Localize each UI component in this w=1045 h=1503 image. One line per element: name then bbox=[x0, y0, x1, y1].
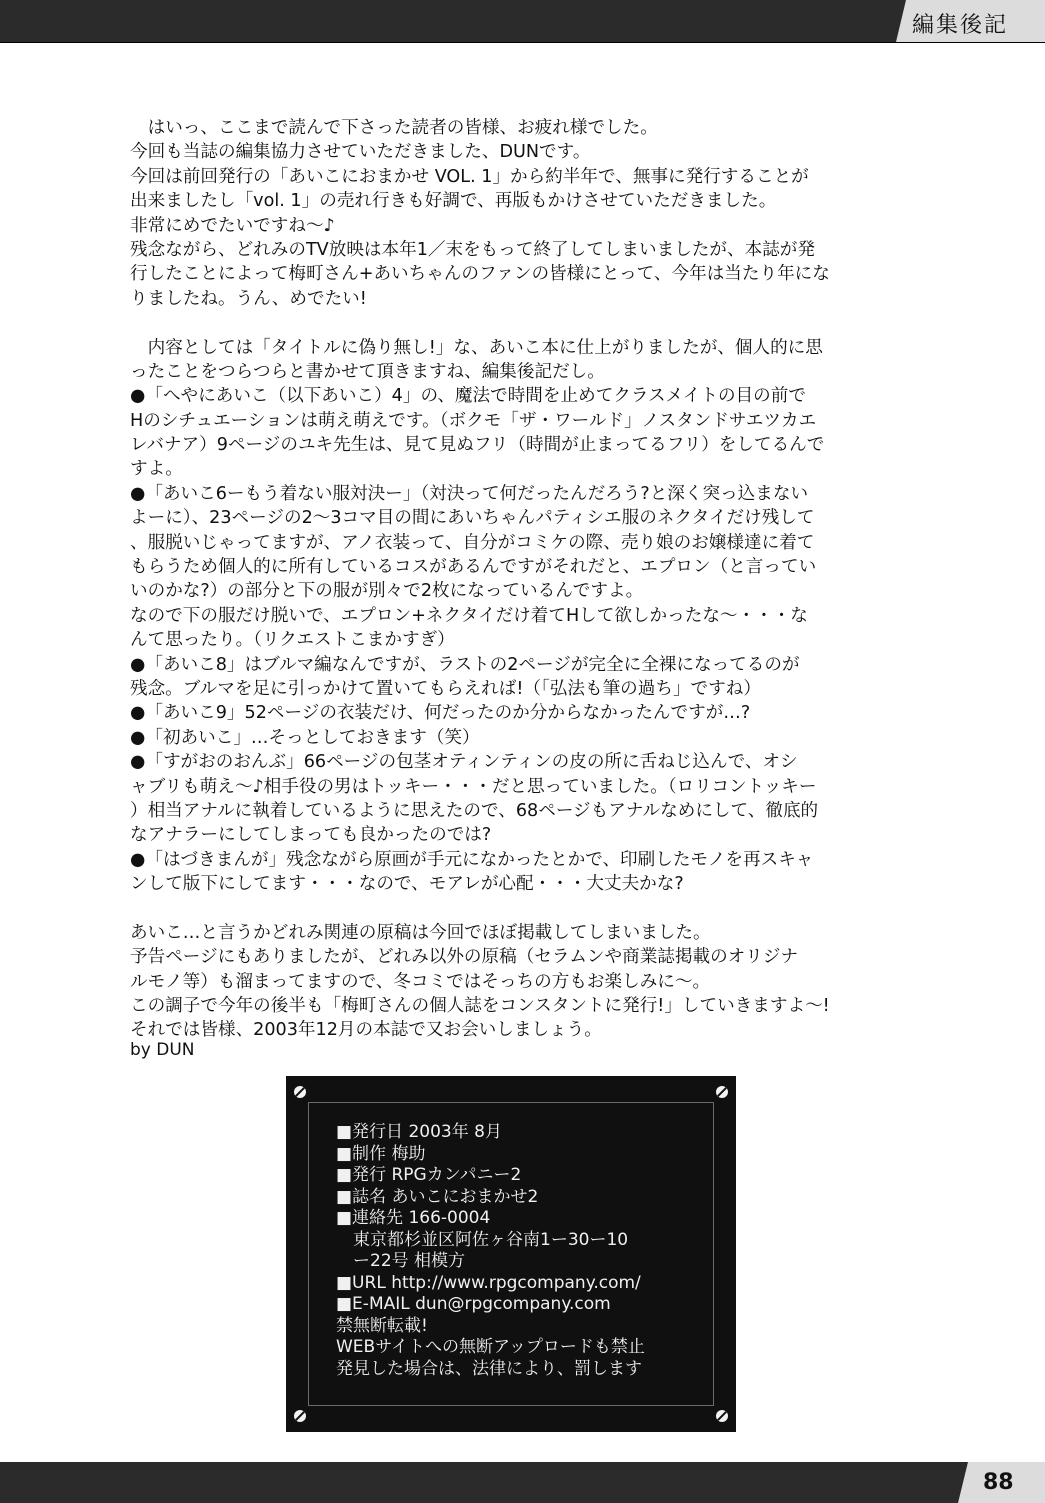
colophon-line: ■発行 RPGカンパニー2 bbox=[336, 1165, 522, 1185]
paragraph-gap bbox=[130, 311, 930, 335]
text-line: ●「あいこ8」はブルマ編なんですが、ラストの2ページが完全に全裸になってるのが bbox=[130, 654, 800, 675]
text-line: ●「へやにあいこ（以下あいこ）4」の、魔法で時間を止めてクラスメイトの目の前で bbox=[130, 386, 806, 407]
author-credit: by DUN bbox=[130, 1040, 195, 1060]
colophon-line: ■連絡先 166-0004 bbox=[336, 1208, 491, 1228]
page-title: 編集後記 bbox=[912, 13, 1009, 38]
text-line: いのかな?）の部分と下の服が別々で2枚になっているんですよ。 bbox=[130, 581, 644, 602]
screw-icon bbox=[294, 1086, 306, 1098]
text-line: もらうため個人的に所有しているコスがあるんですがそれだと、エプロン（と言ってい bbox=[130, 557, 817, 578]
text-line: 残念。ブルマを足に引っかけて置いてもらえれば!（「弘法も筆の過ち」ですね） bbox=[130, 678, 761, 699]
colophon-line: ■発行日 2003年 8月 bbox=[336, 1122, 502, 1142]
screw-icon bbox=[716, 1410, 728, 1422]
header-bar bbox=[0, 0, 1045, 43]
colophon-line: 禁無断転載! bbox=[336, 1315, 428, 1336]
screw-icon bbox=[716, 1086, 728, 1098]
text-line: それでは皆様、2003年12月の本誌で又お会いしましょう。 bbox=[130, 1020, 602, 1041]
text-line: 今回も当誌の編集協力させていただきました、DUNです。 bbox=[130, 142, 591, 163]
text-line: ルモノ等）も溜まってますので、冬コミではそっちの方もお楽しみに～。 bbox=[130, 971, 711, 992]
text-line: 内容としては「タイトルに偽り無し!」な、あいこ本に仕上がりましたが、個人的に思 bbox=[130, 337, 823, 358]
screw-icon bbox=[294, 1410, 306, 1422]
text-line: 残念ながら、どれみのTV放映は本年1／末をもって終了してしまいましたが、本誌が発 bbox=[130, 239, 815, 260]
text-line: 非常にめでたいですね～♪ bbox=[130, 215, 335, 236]
text-line: 行したことによって梅町さん+あいちゃんのファンの皆様にとって、今年は当たり年にな bbox=[130, 264, 830, 285]
colophon-line: 発見した場合は、法律により、罰します bbox=[336, 1358, 642, 1379]
text-line: ったことをつらつらと書かせて頂きますね、編集後記だし。 bbox=[130, 361, 605, 382]
text-line: ●「あいこ6ーもう着ない服対決ー」（対決って何だったんだろう?と深く突っ込まない bbox=[130, 483, 809, 504]
text-line: んて思ったり。（リクエストこまかすぎ） bbox=[130, 630, 455, 651]
text-line: なアナラーにしてしまっても良かったのでは? bbox=[130, 825, 492, 846]
text-line: よーに）、23ページの2～3コマ目の間にあいちゃんパティシエ服のネクタイだけ残して bbox=[130, 508, 815, 529]
text-line: りましたね。うん、めでたい! bbox=[130, 288, 367, 309]
text-line: なので下の服だけ脱いで、エプロン+ネクタイだけ着てHして欲しかったな～・・・な bbox=[130, 605, 808, 626]
colophon-line: WEBサイトへの無断アップロードも禁止 bbox=[336, 1337, 645, 1357]
text-line: ●「初あいこ」…そっとしておきます（笑） bbox=[130, 727, 480, 748]
colophon-line: ■URL http://www.rpgcompany.com/ bbox=[336, 1272, 641, 1293]
text-line: すよ。 bbox=[130, 459, 183, 480]
text-line: 出来ましたし「vol. 1」の売れ行きも好調で、再版もかけさせていただきました。 bbox=[130, 191, 777, 212]
text-line: ●「あいこ9」52ページの衣装だけ、何だったのか分からなかったんですが…? bbox=[130, 703, 751, 724]
paragraph-gap bbox=[130, 897, 930, 921]
colophon-line: ■E-MAIL dun@rpgcompany.com bbox=[336, 1294, 611, 1314]
text-line: レバナア）9ページのユキ先生は、見て見ぬフリ（時間が止まってるフリ）をしてるんで bbox=[130, 435, 825, 456]
text-line: ）相当アナルに執着しているように思えたので、68ページもアナルなめにして、徹底的 bbox=[130, 800, 819, 821]
colophon-line: ー22号 相模方 bbox=[336, 1251, 466, 1271]
colophon-line: 東京都杉並区阿佐ヶ谷南1ー30ー10 bbox=[336, 1229, 629, 1250]
colophon-line: ■誌名 あいこにおまかせ2 bbox=[336, 1186, 539, 1207]
colophon-box bbox=[286, 1076, 736, 1432]
colophon-line: ■制作 梅助 bbox=[336, 1143, 426, 1164]
text-line: ●「はづきまんが」残念ながら原画が手元になかったとかで、印刷したモノを再スキャ bbox=[130, 849, 814, 870]
text-line: この調子で今年の後半も「梅町さんの個人誌をコンスタントに発行!」していきますよ～! bbox=[130, 996, 830, 1017]
text-line: 、服脱いじゃってますが、アノ衣装って、自分がコミケの際、売り娘のお嬢様達に着て bbox=[130, 532, 815, 553]
text-line: 今回は前回発行の「あいこにおまかせ VOL. 1」から約半年で、無事に発行することが bbox=[130, 166, 809, 187]
footer-bar bbox=[0, 1462, 1045, 1503]
text-line: ャブリも萌え～♪相手役の男はトッキー・・・だと思っていました。（ロリコントッキー bbox=[130, 776, 817, 797]
text-line: ンして版下にしてます・・・なので、モアレが心配・・・大丈夫かな? bbox=[130, 874, 684, 895]
text-line: あいこ…と言うかどれみ関連の原稿は今回でほぼ掲載してしまいました。 bbox=[130, 922, 711, 943]
text-line: 予告ページにもありましたが、どれみ以外の原稿（セラムンや商業誌掲載のオリジナ bbox=[130, 947, 799, 968]
colophon-text bbox=[336, 1122, 645, 1380]
page-number: 88 bbox=[983, 1470, 1014, 1495]
text-line: ●「すがおのおんぶ」66ページの包茎オティンティンの皮の所に舌ねじ込んで、オシ bbox=[130, 752, 798, 773]
text-line: はいっ、ここまで読んで下さった読者の皆様、お疲れ様でした。 bbox=[130, 118, 658, 138]
text-line: Hのシチュエーションは萌え萌えです。（ボクモ「ザ・ワールド」ノスタンドサエツカエ bbox=[130, 410, 817, 431]
afterword-text bbox=[130, 116, 930, 1043]
